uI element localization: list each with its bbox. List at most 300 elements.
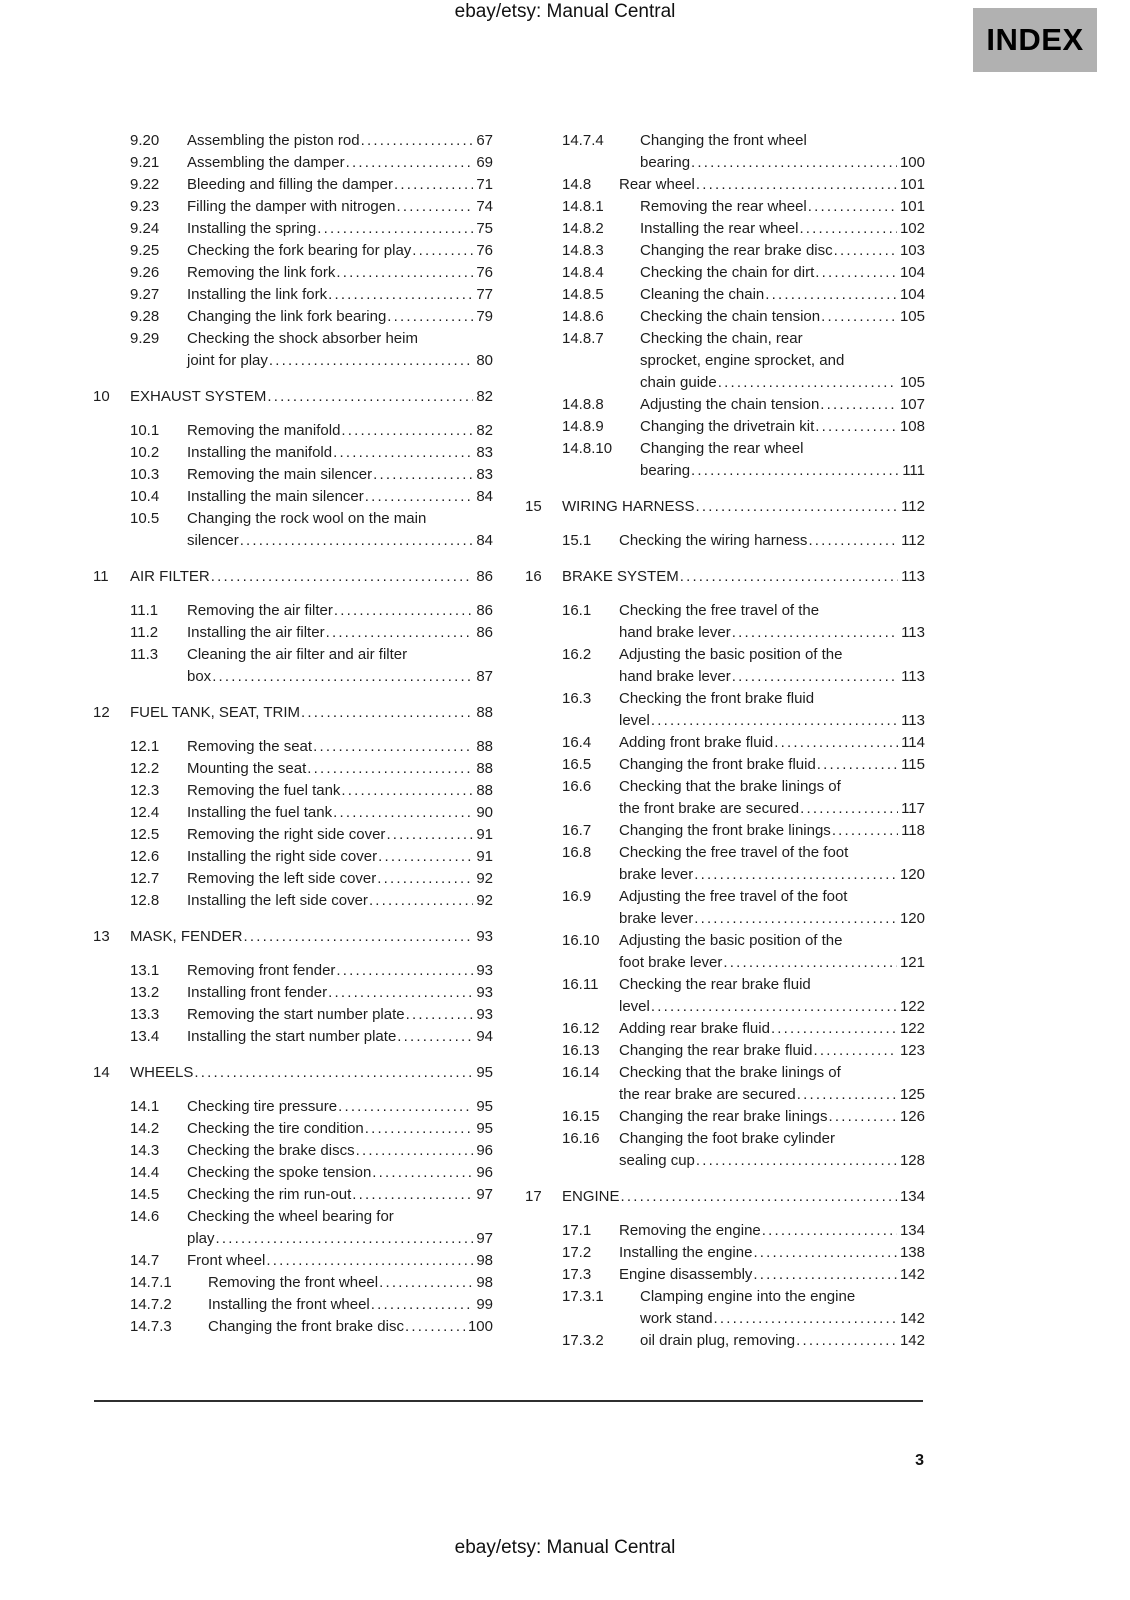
toc-entry-last-line (640, 394, 925, 416)
toc-entry-label: Removing the right side cover (187, 826, 386, 843)
toc-entry-body (187, 1140, 493, 1162)
toc-leader-dots (696, 496, 899, 518)
toc-entry-last-line (187, 1004, 493, 1026)
toc-entry-number: 9.25 (130, 242, 160, 259)
toc-entry-number: 12.7 (130, 870, 160, 887)
toc-entry (130, 240, 493, 262)
toc-entry-page: 82 (476, 388, 493, 405)
toc-entry-last-line (562, 496, 925, 518)
toc-entry-number: 11.3 (130, 646, 159, 663)
toc-leader-dots (216, 1228, 474, 1250)
toc-entry-page: 84 (476, 532, 493, 549)
toc-leader-dots (266, 1250, 473, 1272)
toc-entry-number: 15 (525, 498, 542, 515)
toc-entry-page: 88 (476, 704, 493, 721)
toc-entry-page: 98 (476, 1274, 493, 1291)
toc-entry (130, 758, 493, 780)
toc-entry (130, 1118, 493, 1140)
toc-entry (562, 1018, 925, 1040)
toc-entry (525, 496, 925, 518)
toc-leader-dots (341, 780, 473, 802)
toc-entry-body (130, 566, 493, 588)
toc-entry-number: 14 (93, 1064, 110, 1081)
toc-leader-dots (377, 868, 473, 890)
toc-entry-label: Checking the chain for dirt (640, 264, 815, 281)
toc-entry-body (619, 842, 925, 886)
toc-entry-body (640, 196, 925, 218)
toc-entry-page: 91 (476, 826, 493, 843)
toc-entry-last-line (619, 1150, 925, 1172)
toc-entry-label: Checking the brake discs (187, 1142, 355, 1159)
toc-leader-dots (373, 464, 473, 486)
toc-entry-number: 17.3 (562, 1266, 592, 1283)
toc-entry-body (562, 1186, 925, 1208)
toc-entry-page: 96 (476, 1142, 493, 1159)
toc-leader-dots (621, 1186, 897, 1208)
toc-entry-last-line (619, 1264, 925, 1286)
toc-entry-last-line (619, 1040, 925, 1062)
toc-entry-number: 12.5 (130, 826, 160, 843)
toc-entry-label-line: Checking that the brake linings of (619, 1064, 841, 1081)
toc-entry-last-line (619, 1220, 925, 1242)
toc-entry (130, 1004, 493, 1026)
toc-entry-page: 105 (899, 308, 925, 325)
toc-entry-page: 125 (899, 1086, 925, 1103)
toc-entry-number: 9.21 (130, 154, 160, 171)
toc-entry-page: 86 (476, 568, 493, 585)
toc-entry (562, 1062, 925, 1106)
toc-entry-label: Removing the manifold (187, 422, 341, 439)
toc-entry-body (562, 496, 925, 518)
toc-entry-label: Checking the wiring harness (619, 532, 808, 549)
toc-entry-label: Assembling the piston rod (187, 132, 360, 149)
toc-entry-number: 16.12 (562, 1020, 600, 1037)
toc-entry-body (130, 702, 493, 724)
toc-entry-label: WHEELS (130, 1064, 194, 1081)
toc-entry (562, 394, 925, 416)
toc-entry (130, 622, 493, 644)
toc-entry-label: sealing cup (619, 1152, 695, 1169)
toc-entry (562, 218, 925, 240)
toc-entry-number: 11 (93, 568, 109, 585)
toc-entry-label-line: Changing the foot brake cylinder (619, 1130, 835, 1147)
toc-leader-dots (307, 758, 473, 780)
toc-entry (130, 442, 493, 464)
toc-entry-label: foot brake lever (619, 954, 723, 971)
toc-leader-dots (378, 846, 473, 868)
toc-entry-body (187, 284, 493, 306)
toc-entry-last-line (187, 1250, 493, 1272)
toc-entry-label: WIRING HARNESS (562, 498, 695, 515)
toc-entry-page: 86 (476, 602, 493, 619)
toc-entry-label: Removing the main silencer (187, 466, 373, 483)
toc-entry-body (187, 982, 493, 1004)
toc-entry (130, 1162, 493, 1184)
toc-entry-label: Installing the main silencer (187, 488, 364, 505)
toc-entry-body (187, 1026, 493, 1048)
toc-entry-last-line (187, 306, 493, 328)
toc-entry-page: 77 (476, 286, 493, 303)
toc-leader-dots (651, 710, 898, 732)
toc-entry-page: 101 (899, 176, 925, 193)
toc-entry (562, 130, 925, 174)
toc-entry-number: 16.6 (562, 778, 592, 795)
toc-entry-number: 14.8.1 (562, 198, 604, 215)
toc-entry (562, 196, 925, 218)
toc-entry-page: 112 (901, 498, 925, 515)
toc-entry-body (187, 600, 493, 622)
toc-entry-label-line: sprocket, engine sprocket, and (640, 352, 845, 369)
toc-entry-label: brake lever (619, 910, 694, 927)
toc-entry-last-line (640, 196, 925, 218)
toc-entry-last-line (187, 240, 493, 262)
toc-column-left (93, 130, 493, 1352)
toc-entry-last-line (187, 890, 493, 912)
toc-entry-last-line (208, 1294, 493, 1316)
toc-entry-page: 117 (901, 800, 925, 817)
toc-entry-label: Changing the rear brake disc (640, 242, 833, 259)
toc-entry-page: 69 (476, 154, 493, 171)
toc-entry-body (619, 1220, 925, 1242)
toc-leader-dots (328, 982, 473, 1004)
toc-entry-last-line (619, 710, 925, 732)
toc-leader-dots (379, 1272, 473, 1294)
toc-entry (562, 688, 925, 732)
toc-leader-dots (372, 1162, 473, 1184)
toc-entry-page: 76 (476, 264, 493, 281)
toc-entry-number: 16.7 (562, 822, 592, 839)
toc-entry-page: 128 (899, 1152, 925, 1169)
toc-entry-page: 101 (899, 198, 925, 215)
toc-entry-last-line (187, 802, 493, 824)
toc-entry-number: 14.7.3 (130, 1318, 172, 1335)
toc-entry-last-line (619, 996, 925, 1018)
toc-leader-dots (753, 1264, 897, 1286)
toc-entry-label: Engine disassembly (619, 1266, 753, 1283)
toc-entry-last-line (619, 952, 925, 974)
toc-leader-dots (694, 864, 897, 886)
toc-entry-last-line (562, 566, 925, 588)
toc-entry (93, 566, 493, 588)
toc-entry-body (640, 306, 925, 328)
toc-leader-dots (651, 996, 897, 1018)
toc-entry (562, 842, 925, 886)
toc-leader-dots (194, 1062, 473, 1084)
toc-entry-label: ENGINE (562, 1188, 620, 1205)
toc-entry-label: Removing the rear wheel (640, 198, 807, 215)
toc-entry-body (187, 868, 493, 890)
toc-entry-body (187, 306, 493, 328)
toc-entry-label-line: Changing the rock wool on the main (187, 510, 427, 527)
toc-entry-last-line (187, 174, 493, 196)
toc-leader-dots (369, 890, 473, 912)
toc-entry-last-line (187, 152, 493, 174)
toc-entry-last-line (187, 284, 493, 306)
toc-entry-number: 11.1 (130, 602, 159, 619)
toc-entry-body (562, 566, 925, 588)
toc-entry-body (619, 600, 925, 644)
toc-entry-last-line (187, 530, 493, 552)
toc-entry-number: 11.2 (130, 624, 159, 641)
toc-entry (130, 196, 493, 218)
toc-entry (562, 974, 925, 1018)
toc-entry-body (187, 758, 493, 780)
toc-entry-last-line (640, 372, 925, 394)
toc-entry-body (187, 174, 493, 196)
toc-entry-number: 16.5 (562, 756, 592, 773)
toc-entry-body (619, 1018, 925, 1040)
toc-entry-page: 83 (476, 444, 493, 461)
toc-leader-dots (313, 736, 473, 758)
toc-entry (562, 1286, 925, 1330)
toc-entry (562, 1040, 925, 1062)
toc-entry (525, 566, 925, 588)
toc-entry (130, 1316, 493, 1338)
toc-entry-number: 16.16 (562, 1130, 600, 1147)
toc-entry-last-line (619, 174, 925, 196)
toc-entry-body (619, 1242, 925, 1264)
toc-leader-dots (333, 802, 473, 824)
toc-entry (130, 868, 493, 890)
toc-entry-page: 100 (899, 154, 925, 171)
toc-entry-last-line (187, 982, 493, 1004)
toc-entry-number: 12 (93, 704, 110, 721)
toc-entry-body (619, 1062, 925, 1106)
toc-entry (562, 328, 925, 394)
toc-entry-number: 9.26 (130, 264, 160, 281)
toc-entry (130, 1294, 493, 1316)
toc-entry-number: 14.8.6 (562, 308, 604, 325)
toc-leader-dots (356, 1140, 474, 1162)
toc-leader-dots (338, 1096, 473, 1118)
toc-entry-label-line: Adjusting the free travel of the foot (619, 888, 848, 905)
toc-entry-last-line (619, 754, 925, 776)
toc-entry-last-line (187, 1162, 493, 1184)
toc-entry-last-line (619, 864, 925, 886)
toc-leader-dots (696, 1150, 897, 1172)
toc-entry-number: 13.4 (130, 1028, 160, 1045)
toc-entry (562, 644, 925, 688)
toc-entry-last-line (619, 798, 925, 820)
toc-leader-dots (800, 798, 898, 820)
toc-entry-page: 88 (476, 782, 493, 799)
toc-leader-dots (815, 262, 897, 284)
toc-entry-number: 14.7.2 (130, 1296, 172, 1313)
toc-entry-page: 76 (476, 242, 493, 259)
toc-entry-last-line (187, 780, 493, 802)
toc-entry-number: 9.29 (130, 330, 160, 347)
toc-entry-last-line (187, 600, 493, 622)
toc-entry-page: 122 (899, 1020, 925, 1037)
toc-entry-page: 93 (476, 1006, 493, 1023)
toc-entry-label: Changing the drivetrain kit (640, 418, 815, 435)
toc-entry-page: 111 (902, 462, 925, 479)
toc-entry-page: 86 (476, 624, 493, 641)
toc-leader-dots (817, 754, 898, 776)
toc-entry-last-line (640, 1308, 925, 1330)
page-number: 3 (915, 1452, 924, 1469)
toc-entry-body (130, 926, 493, 948)
toc-entry-label: Installing the right side cover (187, 848, 378, 865)
toc-leader-dots (821, 306, 897, 328)
toc-entry-page: 100 (467, 1318, 493, 1335)
toc-entry-page: 142 (899, 1310, 925, 1327)
toc-leader-dots (387, 306, 473, 328)
toc-leader-dots (691, 152, 897, 174)
toc-leader-dots (336, 960, 473, 982)
toc-entry-label: EXHAUST SYSTEM (130, 388, 267, 405)
toc-entry-body (187, 508, 493, 552)
toc-entry (130, 1206, 493, 1250)
toc-entry-label-line: Checking the wheel bearing for (187, 1208, 394, 1225)
toc-entry-page: 102 (899, 220, 925, 237)
toc-entry-last-line (187, 218, 493, 240)
toc-entry-page: 75 (476, 220, 493, 237)
toc-entry-page: 118 (901, 822, 925, 839)
toc-leader-dots (799, 218, 897, 240)
toc-entry (130, 1140, 493, 1162)
toc-entry-label: Changing the rear brake fluid (619, 1042, 813, 1059)
toc-entry-label: Installing the left side cover (187, 892, 368, 909)
toc-entry-last-line (562, 1186, 925, 1208)
toc-entry (130, 846, 493, 868)
toc-entry-body (187, 486, 493, 508)
toc-entry-body (619, 1106, 925, 1128)
toc-column-right (525, 130, 925, 1352)
toc-leader-dots (240, 530, 474, 552)
toc-entry-last-line (130, 386, 493, 408)
toc-entry-body (187, 1162, 493, 1184)
toc-entry-page: 96 (476, 1164, 493, 1181)
toc-entry-last-line (640, 460, 925, 482)
toc-leader-dots (361, 130, 474, 152)
toc-leader-dots (797, 1084, 897, 1106)
toc-leader-dots (753, 1242, 897, 1264)
toc-entry-last-line (640, 262, 925, 284)
toc-entry-number: 16.13 (562, 1042, 600, 1059)
toc-entry-number: 16.9 (562, 888, 592, 905)
toc-entry-label: Mounting the seat (187, 760, 307, 777)
toc-entry-label: Adding rear brake fluid (619, 1020, 770, 1037)
toc-entry (562, 930, 925, 974)
toc-entry (130, 420, 493, 442)
toc-leader-dots (714, 1308, 897, 1330)
toc-entry-page: 142 (899, 1332, 925, 1349)
toc-entry-last-line (640, 1330, 925, 1352)
toc-entry-body (187, 218, 493, 240)
toc-entry-number: 14.8.8 (562, 396, 604, 413)
toc-leader-dots (732, 622, 898, 644)
toc-leader-dots (269, 350, 473, 372)
toc-entry-page: 113 (901, 624, 925, 641)
toc-leader-dots (808, 196, 897, 218)
toc-entry-number: 17.1 (562, 1222, 592, 1239)
toc-entry-label: Adjusting the chain tension (640, 396, 820, 413)
toc-entry-body (187, 1206, 493, 1250)
toc-entry-body (187, 846, 493, 868)
toc-entry-page: 95 (476, 1064, 493, 1081)
toc-entry-number: 14.8.10 (562, 440, 613, 457)
toc-entry-body (208, 1316, 493, 1338)
toc-entry-number: 16.3 (562, 690, 592, 707)
toc-entry (562, 1264, 925, 1286)
toc-entry-last-line (187, 1184, 493, 1206)
toc-leader-dots (732, 666, 898, 688)
toc-leader-dots (405, 1316, 465, 1338)
toc-entry-number: 16 (525, 568, 542, 585)
toc-leader-dots (328, 284, 473, 306)
toc-entry-last-line (187, 464, 493, 486)
toc-leader-dots (352, 1184, 473, 1206)
toc-entry (130, 1250, 493, 1272)
toc-entry-number: 14.8.4 (562, 264, 604, 281)
toc-entry-body (619, 644, 925, 688)
toc-entry-body (187, 1004, 493, 1026)
toc-entry-last-line (187, 420, 493, 442)
toc-entry (130, 824, 493, 846)
toc-entry-number: 10 (93, 388, 110, 405)
toc-entry-page: 94 (476, 1028, 493, 1045)
toc-leader-dots (336, 262, 473, 284)
toc-entry-label: Changing the front brake fluid (619, 756, 816, 773)
toc-entry-page: 142 (899, 1266, 925, 1283)
toc-entry-label: hand brake lever (619, 668, 731, 685)
toc-leader-dots (267, 386, 473, 408)
toc-entry-number: 9.27 (130, 286, 160, 303)
toc-entry-label: Checking tire pressure (187, 1098, 338, 1115)
toc-entry-body (619, 974, 925, 1018)
toc-entry (562, 886, 925, 930)
toc-leader-dots (394, 174, 473, 196)
toc-entry-last-line (187, 1026, 493, 1048)
toc-entry-page: 91 (476, 848, 493, 865)
toc-entry-page: 95 (476, 1120, 493, 1137)
toc-entry-page: 88 (476, 738, 493, 755)
toc-entry-label: Removing the front wheel (208, 1274, 379, 1291)
toc-entry (562, 240, 925, 262)
watermark-bottom: ebay/etsy: Manual Central (454, 1537, 676, 1558)
toc-entry-body (640, 1286, 925, 1330)
toc-entry-page: 103 (899, 242, 925, 259)
toc-entry-body (208, 1294, 493, 1316)
toc-entry-label: FUEL TANK, SEAT, TRIM (130, 704, 301, 721)
toc-leader-dots (765, 284, 897, 306)
toc-entry-page: 113 (901, 668, 925, 685)
toc-entry (562, 306, 925, 328)
toc-entry-number: 16.8 (562, 844, 592, 861)
toc-entry-number: 13 (93, 928, 110, 945)
toc-entry-number: 12.2 (130, 760, 160, 777)
toc-entry (130, 600, 493, 622)
toc-entry-last-line (619, 1018, 925, 1040)
toc-entry-last-line (130, 702, 493, 724)
toc-entry-label: Installing the rear wheel (640, 220, 799, 237)
toc-entry-number: 12.3 (130, 782, 160, 799)
toc-entry (93, 1062, 493, 1084)
toc-entry-page: 107 (899, 396, 925, 413)
toc-entry-label: Removing front fender (187, 962, 336, 979)
toc-entry-number: 16.11 (562, 976, 599, 993)
toc-entry-label: Changing the rear brake linings (619, 1108, 828, 1125)
toc-entry-body (187, 1184, 493, 1206)
toc-entry (130, 960, 493, 982)
toc-entry-number: 13.1 (130, 962, 160, 979)
toc-entry-label: silencer (187, 532, 239, 549)
toc-entry-body (640, 328, 925, 394)
toc-leader-dots (694, 908, 897, 930)
toc-entry-page: 105 (899, 374, 925, 391)
toc-entry (130, 284, 493, 306)
